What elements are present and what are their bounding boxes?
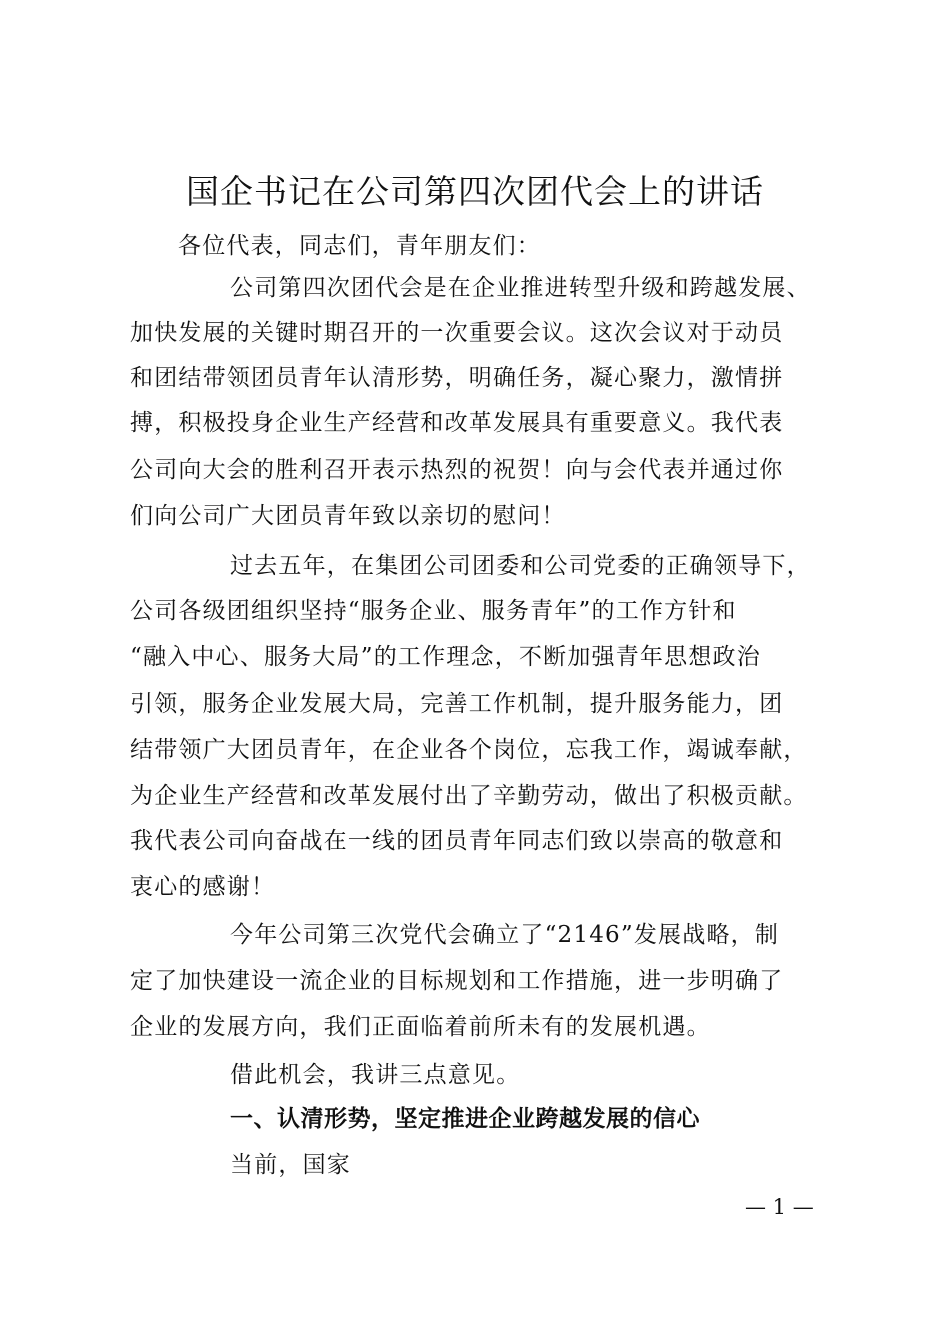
paragraph-2-line-8: 衷心的感谢！	[130, 874, 276, 900]
paragraph-2-line-7: 我代表公司向奋战在一线的团员青年同志们致以崇高的敬意和	[130, 828, 784, 854]
salutation: 各位代表，同志们，青年朋友们：	[178, 233, 541, 259]
paragraph-2-line-2: 公司各级团组织坚持“服务企业、服务青年”的工作方针和	[130, 598, 737, 624]
paragraph-2-line-4: 引领，服务企业发展大局，完善工作机制，提升服务能力，团	[130, 691, 784, 717]
page-number: — 1 —	[745, 1195, 814, 1219]
paragraph-2-line-6: 为企业生产经营和改革发展付出了辛勤劳动，做出了积极贡献。	[130, 783, 808, 809]
paragraph-4-line-1: 借此机会，我讲三点意见。	[230, 1062, 521, 1088]
body-last-line: 当前，国家	[230, 1152, 351, 1178]
paragraph-3-line-2: 定了加快建设一流企业的目标规划和工作措施，进一步明确了	[130, 968, 784, 994]
document-title: 国企书记在公司第四次团代会上的讲话	[186, 172, 764, 211]
paragraph-1-line-4: 搏，积极投身企业生产经营和改革发展具有重要意义。我代表	[130, 410, 784, 436]
paragraph-1-line-6: 们向公司广大团员青年致以亲切的慰问！	[130, 503, 566, 529]
paragraph-2-line-5: 结带领广大团员青年，在企业各个岗位，忘我工作，竭诚奉献，	[130, 737, 808, 763]
section-heading: 一、认清形势，坚定推进企业跨越发展的信心	[230, 1106, 700, 1132]
paragraph-2-line-1: 过去五年，在集团公司团委和公司党委的正确领导下，	[230, 553, 811, 579]
paragraph-1-line-3: 和团结带领团员青年认清形势，明确任务，凝心聚力，激情拼	[130, 365, 784, 391]
paragraph-1-line-5: 公司向大会的胜利召开表示热烈的祝贺！向与会代表并通过你	[130, 457, 784, 483]
paragraph-3-line-3: 企业的发展方向，我们正面临着前所未有的发展机遇。	[130, 1014, 711, 1040]
paragraph-2-line-3: “融入中心、服务大局”的工作理念，不断加强青年思想政治	[130, 644, 761, 670]
paragraph-1-line-2: 加快发展的关键时期召开的一次重要会议。这次会议对于动员	[130, 320, 784, 346]
paragraph-1-line-1: 公司第四次团代会是在企业推进转型升级和跨越发展、	[230, 275, 811, 301]
paragraph-3-line-1: 今年公司第三次党代会确立了“2146”发展战略，制	[230, 922, 780, 948]
